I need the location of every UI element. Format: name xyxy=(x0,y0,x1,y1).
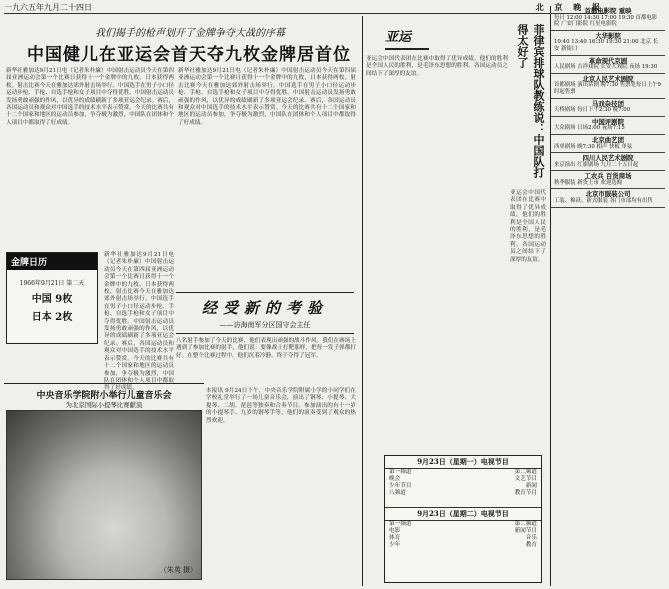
school-body: 本报讯 9月24日下午，中央音乐学院附属小学的小同学们在学校礼堂举行了一场儿童音乐会，演出了钢琴、小提琴、大提琴、二胡、琵琶等独奏和合奏节目。参加演出的有十一岁的小提琴手、九岁的钢琴手等。他们的演奏受到了观众的热烈欢迎。 xyxy=(206,388,356,424)
school-headline: 中央音乐学院附小举行儿童音乐会 xyxy=(36,391,172,401)
feature-subtitle: ——访海南军分区国守会主任 xyxy=(219,321,311,329)
feature-title: 经受新的考验 xyxy=(201,299,328,317)
ad-block: 革命现代京剧 人民剧场 吉祥戏院 长安大戏院 夜场 19:30 xyxy=(551,56,665,74)
medal-calendar xyxy=(6,252,98,344)
masthead-date: 一九六五年九月二十四日 xyxy=(4,3,92,12)
feature-body: 八名射手参加了今天的比赛，他们表现出顽强的战斗作风。我们在赛场上遇到了参加比赛的射手，他们说：要像战士打靶那样，把每一发子弹都打好。在整个比赛过程中，他们沉着冷静，终于夺得了冠军。 xyxy=(176,338,356,359)
medal-line: 中国 9枚 xyxy=(31,294,73,305)
ad-block: 四川人民艺术剧院 来京演出 红旗剧场 九月二十五日起 xyxy=(551,153,665,171)
lead-kicker: 我们揭手的枪声划开了金牌争夺大战的序幕 xyxy=(95,28,285,39)
ad-block: 大华影院 10:40 13:40 16:30 19:30 21:00 北京 长安 新街口 xyxy=(551,31,665,56)
side-body-narrow: 亚运会中国代表团在比赛中取得了优异成绩。他们的胜利是全国人民的胜利，是毛泽东思想的胜利。各国运动员之间结下了深厚的友谊。 xyxy=(510,190,546,263)
ad-block: 北京人民艺术剧院 首都剧场 演出话剧 晚7:30 售票处每日上午9时起售票 xyxy=(551,74,665,99)
tv-header: 9月23日（星期一）电视节目 xyxy=(385,456,541,469)
masthead-name: 北 京 晚 报 xyxy=(535,2,604,12)
tv-row: 第一频道 第二频道 xyxy=(389,469,537,475)
tv-row: 少年节目 新闻 xyxy=(389,483,537,489)
medal-line: 日本 2枚 xyxy=(31,312,73,323)
tv-row: 少年 教育 xyxy=(389,542,537,548)
ad-block: 首都电影院 重映 每日 12:00 14:30 17:00 19:30 首都电影院 广安门影院 红星电影院 xyxy=(551,6,665,31)
ad-block: 马戏杂技团 天桥剧场 每日下午2:30 晚7:00 xyxy=(551,99,665,117)
masthead xyxy=(4,2,604,14)
ad-block: 工农兵 百货商场 秋季服装 新货上市 欢迎选购 xyxy=(551,171,665,189)
school-subline: 为北京国际小提琴比赛献演 xyxy=(65,401,143,409)
medal-story: 新华社雅加达9月21日电（记者朱朴廉）中国射击运动员今天在第四届亚洲运动会第一个比赛日获得十一个金牌中的九枚，日本获得两枚。射击比赛今天在雅加达郊外射击场举行。中国选手在男子小口径运动步枪、手枪、自选手枪和女子项目中夺得优胜。中国射击运动员发扬勇敢顽强的作风，以优异的成绩刷新了多项亚运会纪录。赛后，各国运动员和观众对中国选手的技术水平表示赞赏。今天的比赛共有十二个国家和地区的运动员参加，争夺极为激烈，中国队在团体和个人项目中都取得了好成绩。 xyxy=(104,252,174,392)
side-header: 亚运 xyxy=(385,26,429,50)
concert-photo xyxy=(6,410,202,580)
lead-body: 新华社雅加达9月21日电（记者朱朴廉）中国射击运动员今天在第四届亚洲运动会第一个比赛日获得十一个金牌中的九枚，日本获得两枚。射击比赛今天在雅加达郊外射击场举行。中国选手在男子小口径运动步枪、手枪、自选手枪和女子项目中夺得优胜。中国射击运动员发扬勇敢顽强的作风，以优异的成绩刷新了多项亚运会纪录。赛后，各国运动员和观众对中国选手的技术水平表示赞赏。今天的比赛共有十二个国家和地区的运动员参加，争夺极为激烈，中国队在团体和个人项目中都取得了好成绩。 xyxy=(6,68,174,126)
column-rule xyxy=(362,16,363,586)
tv-row: 晚会 文艺节目 xyxy=(389,476,537,482)
tv-row: 体育 音乐 xyxy=(389,535,537,541)
tv-listings xyxy=(384,455,542,583)
ad-block: 北京市服装公司 工装、棉袄、新式服装 各门市部均有出售 xyxy=(551,189,665,207)
ads-column xyxy=(550,6,665,586)
lead-headline: 中国健儿在亚运会首天夺九枚金牌居首位 xyxy=(27,45,351,65)
tv-row: 八频道 教育节目 xyxy=(389,490,537,496)
side-vertical-headline: 菲律宾排球队教练说：中国队打得太好了 xyxy=(516,24,545,178)
tv-row: 电影 新闻节目 xyxy=(389,528,537,534)
tv-row: 第一频道 第二频道 xyxy=(389,521,537,527)
lead-body-cont: 新华社雅加达9月21日电（记者朱朴廉）中国射击运动员今天在第四届亚洲运动会第一个比赛日获得十一个金牌中的九枚，日本获得两枚。射击比赛今天在雅加达郊外射击场举行。中国选手在男子小口径运动步枪、手枪、自选手枪和女子项目中夺得优胜。中国射击运动员发扬勇敢顽强的作风，以优异的成绩刷新了多项亚运会纪录。赛后，各国运动员和观众对中国选手的技术水平表示赞赏。今天的比赛共有十二个国家和地区的运动员参加，争夺极为激烈，中国队在团体和个人项目中都取得了好成绩。 xyxy=(178,68,356,126)
tv-header: 9月23日（星期二）电视节目 xyxy=(385,507,541,521)
ad-block: 中国评剧院 大众剧场 日场2:00 夜场7:15 xyxy=(551,117,665,135)
medal-banner: 金牌日历 xyxy=(7,253,97,270)
medal-date: 1966年9月21日 第二天 xyxy=(19,280,85,287)
photo-caption: （朱英 摄） xyxy=(159,566,197,574)
side-body: 亚运会中国代表团在比赛中取得了优异成绩。他们的胜利是全国人民的胜利，是毛泽东思想的胜利。各国运动员之间结下了深厚的友谊。 xyxy=(366,56,508,77)
feature-title-block xyxy=(176,292,354,334)
ad-block: 北京曲艺团 西单剧场 晚7:30 相声 快板 单弦 xyxy=(551,135,665,153)
